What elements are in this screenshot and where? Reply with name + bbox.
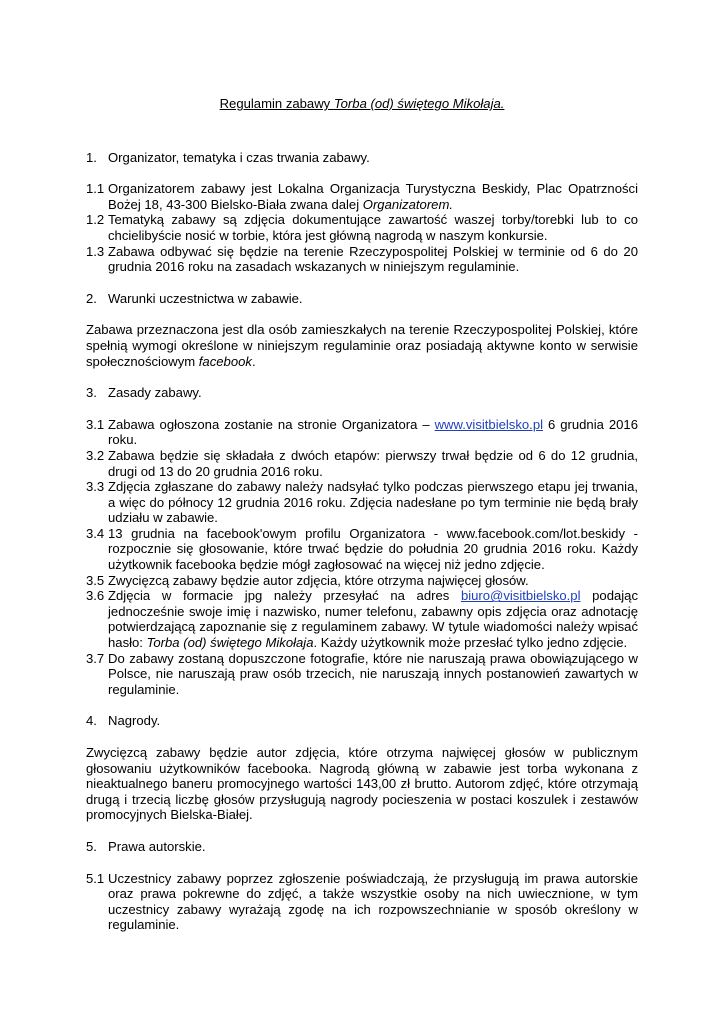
section-3-heading: 3. Zasady zabawy. [86, 385, 202, 401]
section-4-paragraph: Zwycięzcą zabawy będzie autor zdjęcia, które otrzyma najwięcej głosów w publicznym głosowaniu użytkowników facebooka. Nagrodą główną w zabawie jest torba wykonana z nieaktualnego baneru promocyjnego wartości 143,00 zł brutto. Autorom zdjęć, które otrzymają drugą i trzecią liczbę głosów przysługują nagrody pocieszenia w postaci koszulek i zestawów promocyjnych Bielska-Białej. [86, 745, 638, 823]
item-3-2: 3.2 Zabawa będzie się składała z dwóch etapów: pierwszy trwał będzie od 6 do 12 grudnia, drugi od 13 do 20 grudnia 2016 roku. [86, 447, 638, 479]
item-3-5: 3.5 Zwycięzcą zabawy będzie autor zdjęcia, które otrzyma najwięcej głosów. [86, 572, 529, 588]
section-1-heading: 1. Organizator, tematyka i czas trwania zabawy. [86, 149, 370, 165]
visitbielsko-link[interactable]: www.visitbielsko.pl [434, 416, 544, 432]
section-2-paragraph: Zabawa przeznaczona jest dla osób zamieszkałych na terenie Rzeczypospolitej Polskiej, które spełnią wymogi określone w niniejszym regulaminie oraz posiadają aktywne konto w serwisie społecznościowym facebook. [86, 322, 638, 369]
item-3-6: 3.6 Zdjęcia w formacie jpg należy przesyłać na adres biuro@visitbielsko.pl podając jednocześnie swoje imię i nazwisko, numer telefonu, zabawny opis zdjęcia oraz adnotację potwierdzającą zapoznanie się z regulaminem zabawy. W tytule wiadomości należy wpisać hasło: Torba (od) świętego Mikołaja. Każdy użytkownik może przesłać tylko jedno zdjęcie. [86, 588, 638, 651]
document-page [86, 96, 638, 949]
section-5-items [86, 871, 638, 933]
item-3-3: 3.3 Zdjęcia zgłaszane do zabawy należy nadsyłać tylko podczas pierwszego etapu jej trwania, a więc do północy 12 grudnia 2016 roku. Zdjęcia nadesłane po tym terminie nie będą brały udziału w zabawie. [86, 479, 638, 526]
section-4-heading: 4. Nagrody. [86, 713, 161, 729]
item-3-1: 3.1 Zabawa ogłoszona zostanie na stronie Organizatora – www.visitbielsko.pl 6 grudnia 2016 roku. [86, 416, 638, 448]
item-1-2: 1.2 Tematyką zabawy są zdjęcia dokumentujące zawartość waszej torby/torebki lub to co chcielibyście nosić w torbie, która jest główną nagrodą w naszym konkursie. [86, 212, 638, 243]
section-2-heading: 2. Warunki uczestnictwa w zabawie. [86, 290, 303, 306]
document-title: Regulamin zabawy Torba (od) świętego Mikołaja. [219, 96, 505, 111]
item-3-4: 3.4 13 grudnia na facebook'owym profilu Organizatora - www.facebook.com/lot.beskidy - rozpocznie się głosowanie, które trwać będzie do południa 20 grudnia 2016 roku. Każdy użytkownik facebooka będzie mógł zagłosować na więcej niż jedno zdjęcie. [86, 525, 638, 573]
item-3-7: 3.7 Do zabawy zostaną dopuszczone fotografie, które nie naruszają prawa obowiązującego w Polsce, nie naruszają praw osób trzecich, nie naruszają innych postanowień zawartych w regulaminie. [86, 650, 638, 697]
item-1-3: 1.3 Zabawa odbywać się będzie na terenie Rzeczypospolitej Polskiej w terminie od 6 do 20 grudnia 2016 roku na zasadach wskazanych w niniejszym regulaminie. [86, 243, 638, 275]
section-3-items [86, 417, 638, 698]
item-5-1: 5.1 Uczestnicy zabawy poprzez zgłoszenie poświadczają, że przysługują im prawa autorskie oraz prawa pokrewne do zdjęć, a także wszystkie osoby na nich uwiecznione, w tym uczestnicy zabawy wyrażają zgodę na ich rozpowszechnianie w sposób określony w regulaminie. [86, 870, 638, 933]
email-link[interactable]: biuro@visitbielsko.pl [460, 588, 581, 604]
item-1-1: 1.1 Organizatorem zabawy jest Lokalna Organizacja Turystyczna Beskidy, Plac Opatrzności Bożej 18, 43-300 Bielsko-Biała zwana dalej Organizatorem. [86, 181, 638, 212]
section-1-items [86, 181, 638, 275]
section-5-heading: 5. Prawa autorskie. [86, 838, 206, 854]
